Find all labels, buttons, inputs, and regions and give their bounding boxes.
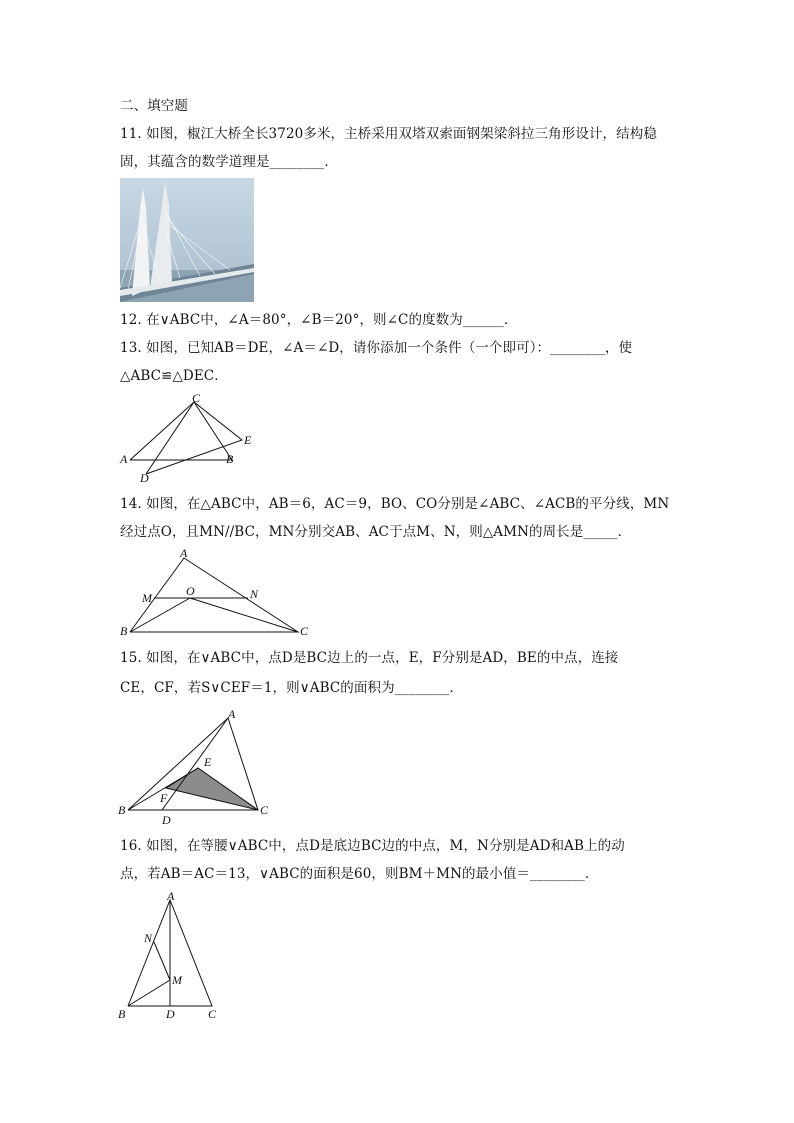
q15-label-f: F xyxy=(160,791,168,805)
q13-label-b: B xyxy=(226,452,234,466)
q13-label-a: A xyxy=(120,452,128,466)
q14-label-b: B xyxy=(120,624,128,638)
q13-label-e: E xyxy=(244,433,252,447)
q14-label-a: A xyxy=(180,546,188,560)
q11-line2: 固，其蕴含的数学道理是________． xyxy=(120,154,338,170)
q14-label-m: M xyxy=(142,591,152,605)
section-title: 二、填空题 xyxy=(120,98,188,114)
q14-line2: 经过点O，且MN//BC，MN分别交AB、AC于点M、N，则△AMN的周长是_____． xyxy=(120,524,632,540)
q15-label-b: B xyxy=(118,803,126,817)
bridge-photo xyxy=(120,178,254,302)
q16-label-n: N xyxy=(144,931,153,945)
q15-line2: CE，CF，若S∨CEF＝1，则∨ABC的面积为________． xyxy=(120,680,464,696)
q15-label-d: D xyxy=(162,813,171,827)
q15-figure xyxy=(112,704,282,832)
q16-line1: 16. 如图，在等腰∨ABC中，点D是底边BC边的中点，M，N分别是AD和AB上的动 xyxy=(120,838,625,854)
q13-label-d: D xyxy=(140,471,149,485)
q13-label-c: C xyxy=(192,391,201,405)
q16-label-d: D xyxy=(166,1007,175,1021)
q14-label-o: O xyxy=(186,584,195,598)
q16-label-a: A xyxy=(167,889,175,903)
q15-label-e: E xyxy=(204,755,212,769)
q16-label-c: C xyxy=(208,1007,217,1021)
q11-line1: 11. 如图，椒江大桥全长3720多米，主桥采用双塔双索面钢架梁斜拉三角形设计，结构稳 xyxy=(120,126,657,142)
q15-label-a: A xyxy=(228,707,236,721)
q16-label-m: M xyxy=(172,973,182,987)
q14-line1: 14. 如图，在△ABC中，AB＝6，AC＝9，BO、CO分别是∠ABC、∠ACB的平分线，MN xyxy=(120,496,670,512)
q14-figure xyxy=(112,546,322,646)
q16-label-b: B xyxy=(118,1007,126,1021)
q14-label-c: C xyxy=(300,624,309,638)
q13-figure xyxy=(112,388,272,492)
q16-figure xyxy=(112,888,232,1026)
q13-line1: 13. 如图，已知AB＝DE，∠A＝∠D，请你添加一个条件（一个即可）：________，使 xyxy=(120,340,633,356)
q15-label-c: C xyxy=(260,803,269,817)
q16-line2: 点，若AB＝AC＝13，∨ABC的面积是60，则BM＋MN的最小值＝________． xyxy=(120,866,599,882)
q15-line1: 15. 如图，在∨ABC中，点D是BC边上的一点，E，F分别是AD，BE的中点，连接 xyxy=(120,650,619,666)
q13-line2: △ABC≌△DEC． xyxy=(120,368,228,384)
q14-label-n: N xyxy=(250,587,259,601)
q12-line1: 12. 在∨ABC中，∠A＝80°，∠B＝20°，则∠C的度数为______． xyxy=(120,312,518,328)
